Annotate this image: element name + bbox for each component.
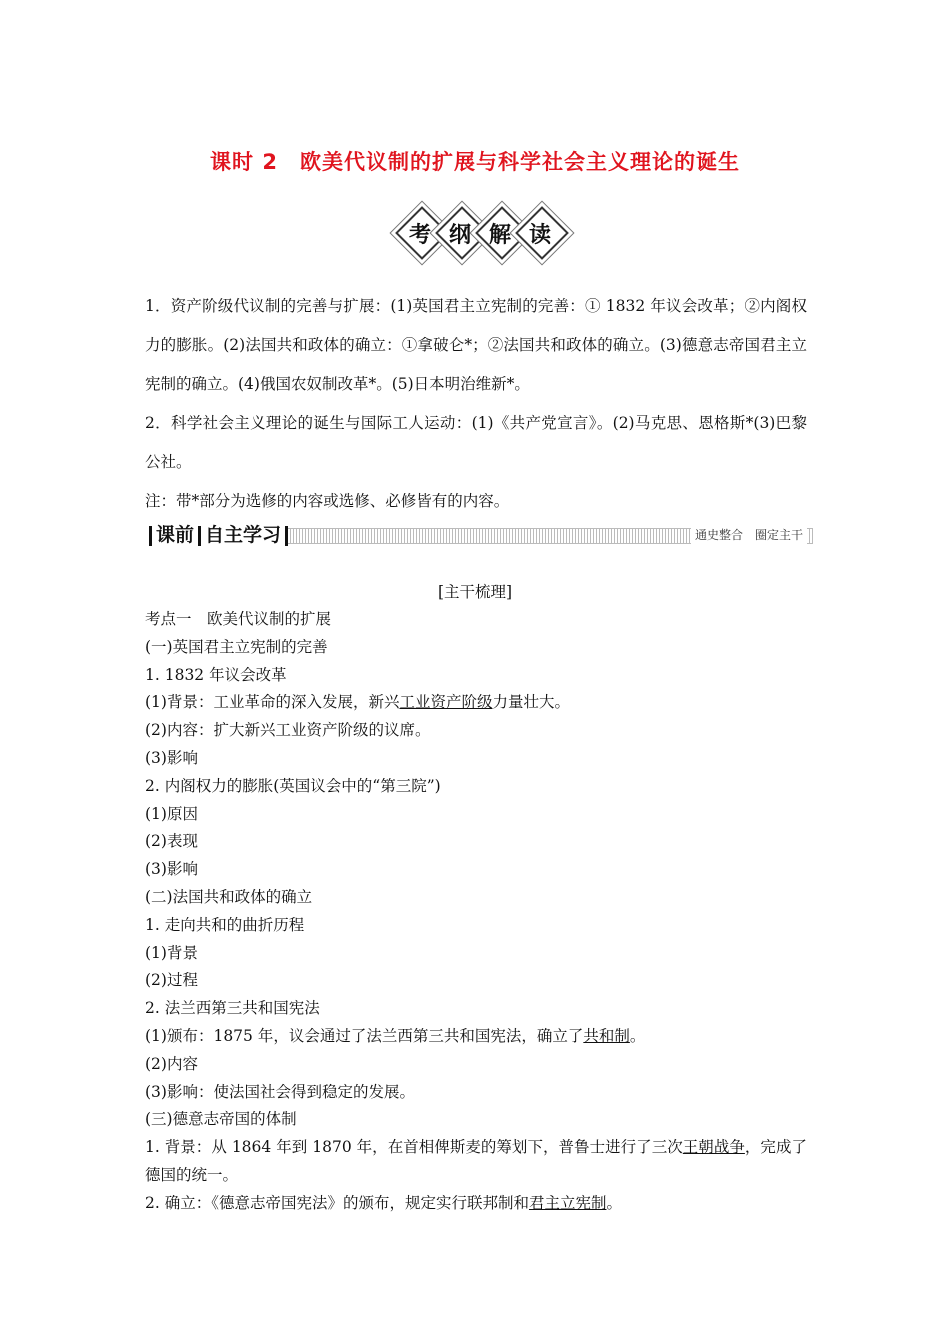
outline-line [145, 1106, 813, 1134]
intro-paragraph-1: 1．资产阶级代议制的完善与扩展：(1)英国君主立宪制的完善：① 1832 年议会改革；②内阁权力的膨胀。(2)法国共和政体的确立：①拿破仑*；②法国共和政体的确立。(3)德意志帝国君主立宪制的确立。(4)俄国农奴制改革*。(5)日本明治维新*。 [145, 297, 807, 393]
line-text: 1. 1832 年议会改革 [145, 665, 287, 684]
line-text: 。 [606, 1193, 622, 1212]
intro-note: 注：带*部分为选修的内容或选修、必修皆有的内容。 [145, 492, 510, 510]
section-divider [198, 526, 201, 546]
line-text: 。 [629, 1026, 646, 1045]
kaogang-banner [400, 206, 560, 260]
intro-paragraph-2: 2．科学社会主义理论的诞生与国际工人运动：(1)《共产党宣言》。(2)马克思、恩格斯*(3)巴黎公社。 [145, 414, 807, 471]
banner-char: 解 [488, 223, 511, 248]
line-text: (三)德意志帝国的体制 [145, 1110, 297, 1129]
outline-line [145, 1079, 813, 1107]
line-text: (3)影响：使法国社会得到稳定的发展。 [145, 1082, 415, 1101]
line-text: (2)过程 [145, 971, 198, 990]
outline-line [145, 1051, 813, 1079]
underlined-term: 共和制 [583, 1026, 630, 1045]
line-text: 2. 内阁权力的膨胀(英国议会中的“第三院”) [145, 776, 441, 795]
outline-line [145, 634, 813, 662]
outline-line [145, 745, 813, 773]
subheading: [主干梳理] [437, 583, 513, 601]
line-text: (1)背景：工业革命的深入发展，新兴 [145, 693, 400, 712]
outline-line [145, 773, 813, 801]
outline-line [145, 606, 813, 634]
outline-line [145, 940, 813, 968]
line-text: (2)内容：扩大新兴工业资产阶级的议席。 [145, 721, 431, 740]
line-text: (二)法国共和政体的确立 [145, 887, 313, 906]
line-text: (一)英国君主立宪制的完善 [145, 637, 328, 656]
line-text: (1)背景 [145, 943, 198, 962]
outline-line [145, 912, 813, 940]
line-text: ，完成了德国的统一。 [145, 1138, 807, 1184]
line-text: (3)影响 [145, 748, 198, 767]
line-text: (1)颁布：1875 年，议会通过了法兰西第三共和国宪法，确立了 [145, 1026, 584, 1045]
banner-char: 纲 [448, 223, 471, 248]
underlined-term: 王朝战争 [682, 1138, 745, 1157]
outline-line [145, 801, 813, 829]
outline-line [145, 856, 813, 884]
line-text: (2)表现 [145, 832, 198, 851]
outline-body [145, 606, 813, 1218]
outline-line [145, 828, 813, 856]
section-divider [285, 526, 288, 546]
section-label-a: 课前 [156, 524, 195, 546]
outline-line [145, 967, 813, 995]
outline-line [145, 689, 813, 717]
outline-line [145, 1134, 807, 1190]
underlined-term: 工业资产阶级 [399, 693, 493, 712]
line-text: 1. 走向共和的曲折历程 [145, 915, 305, 934]
outline-line [145, 662, 813, 690]
section-label [145, 522, 292, 548]
outline-line [145, 884, 813, 912]
banner-char: 读 [528, 223, 551, 248]
line-text: (3)影响 [145, 860, 198, 879]
line-text: 考点一 欧美代议制的扩展 [145, 610, 332, 628]
outline-line [145, 1190, 813, 1218]
outline-line [145, 717, 813, 745]
underlined-term: 君主立宪制 [528, 1193, 607, 1212]
line-text: (1)原因 [145, 804, 198, 823]
line-text: (2)内容 [145, 1054, 198, 1073]
line-text: 2. 法兰西第三共和国宪法 [145, 999, 320, 1018]
outline-line [145, 1023, 813, 1051]
section-label-b: 自主学习 [205, 524, 282, 546]
section-tagline: 通史整合 圈定主干 [691, 526, 807, 544]
line-text: 1. 背景：从 1864 年到 1870 年，在首相俾斯麦的筹划下，普鲁士进行了三次 [145, 1138, 683, 1157]
section-bar [145, 522, 813, 548]
outline-line [145, 995, 813, 1023]
banner-char: 考 [408, 223, 431, 248]
section-divider [149, 526, 152, 546]
line-text: 力量壮大。 [492, 693, 570, 712]
line-text: 2. 确立：《德意志帝国宪法》的颁布，规定实行联邦制和 [145, 1193, 529, 1212]
page-title: 课时 2 欧美代议制的扩展与科学社会主义理论的诞生 [210, 150, 740, 174]
